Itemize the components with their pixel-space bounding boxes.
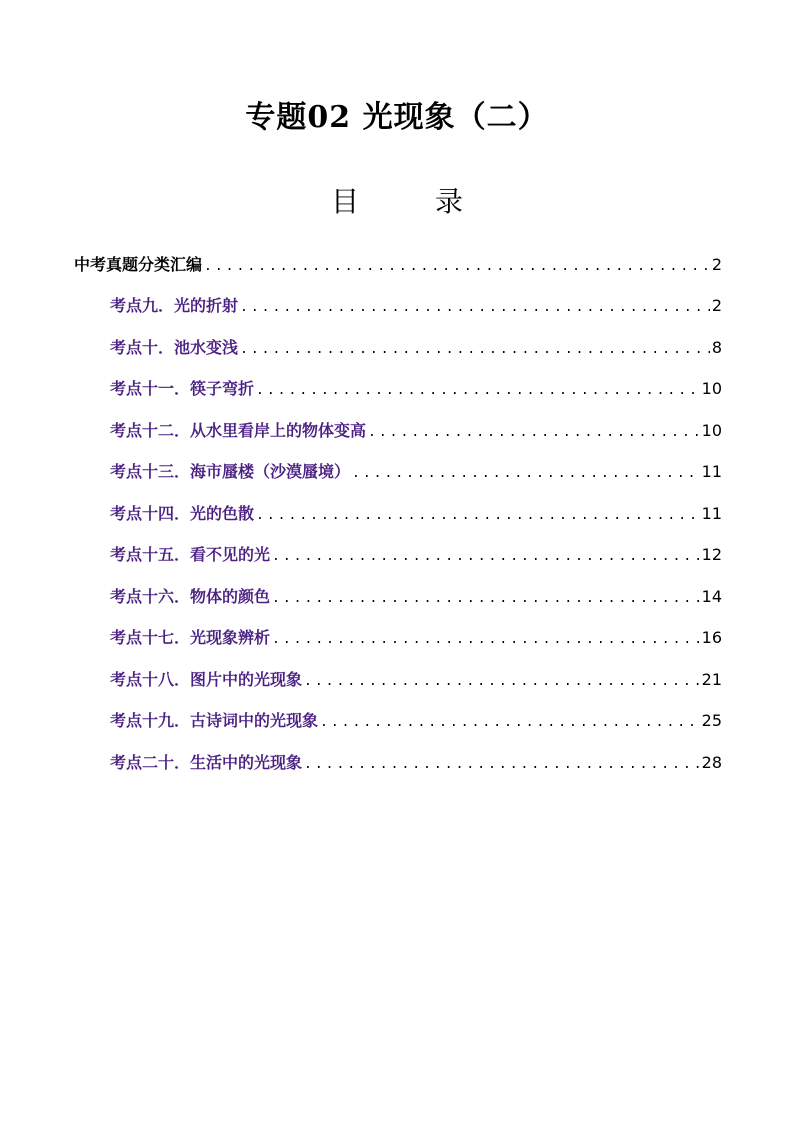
toc-entry-label: 考点十一．筷子弯折 [110,379,255,398]
toc-entry-page: 2 [711,296,722,315]
toc-entry-label: 考点九．光的折射 [110,296,239,315]
toc-leader-dots [352,465,700,483]
toc-entry-page: 2 [711,255,722,274]
toc-entry-label: 考点十四．光的色散 [110,504,255,523]
toc-entry-page: 11 [701,462,722,481]
toc-entry-page: 10 [701,379,722,398]
toc-leader-dots [368,424,700,442]
toc-leader-dots [256,507,700,525]
toc-entry-page: 21 [701,670,722,689]
toc-entry-page: 12 [701,545,722,564]
toc-entry-main[interactable] [74,252,722,276]
toc-entry-label: 考点十七．光现象辨析 [110,628,271,647]
toc-entry-item[interactable] [110,335,722,359]
toc-leader-dots [240,299,710,317]
toc-leader-dots [240,341,710,359]
toc-entry-item[interactable] [110,542,722,566]
toc-entry-page: 14 [701,587,722,606]
toc-leader-dots [272,548,700,566]
toc-entry-label: 中考真题分类汇编 [74,255,203,274]
toc-entry-item[interactable] [110,293,722,317]
toc-leader-dots [256,382,700,400]
toc-leader-dots [272,631,700,649]
toc-entry-label: 考点十．池水变浅 [110,338,239,357]
toc-heading: 目 录 [330,185,487,218]
toc-entry-page: 10 [701,421,722,440]
toc-entry-page: 28 [701,753,722,772]
toc-entry-item[interactable] [110,418,722,442]
toc-entry-label: 考点二十．生活中的光现象 [110,753,303,772]
toc-entry-item[interactable] [110,459,722,483]
toc-entry-item[interactable] [110,584,722,608]
toc-leader-dots [204,258,710,276]
toc-entry-item[interactable] [110,708,722,732]
toc-entry-item[interactable] [110,750,722,774]
toc-leader-dots [272,590,700,608]
toc-entry-item[interactable] [110,625,722,649]
toc-entry-label: 考点十八．图片中的光现象 [110,670,303,689]
toc-entry-item[interactable] [110,667,722,691]
toc-entry-label: 考点十六．物体的颜色 [110,587,271,606]
toc-leader-dots [304,673,700,691]
document-title: 专题02 光现象（二） [245,100,549,135]
toc-entry-label: 考点十三．海市蜃楼（沙漠蜃境） [110,462,351,481]
toc-entry-item[interactable] [110,376,722,400]
toc-entry-page: 16 [701,628,722,647]
toc-entry-page: 11 [701,504,722,523]
toc-leader-dots [320,714,700,732]
toc-entry-item[interactable] [110,501,722,525]
toc-leader-dots [304,756,700,774]
toc-entry-label: 考点十五．看不见的光 [110,545,271,564]
toc-entry-label: 考点十九．古诗词中的光现象 [110,711,319,730]
toc-entry-label: 考点十二．从水里看岸上的物体变高 [110,421,367,440]
toc-entry-page: 8 [711,338,722,357]
toc-entry-page: 25 [701,711,722,730]
